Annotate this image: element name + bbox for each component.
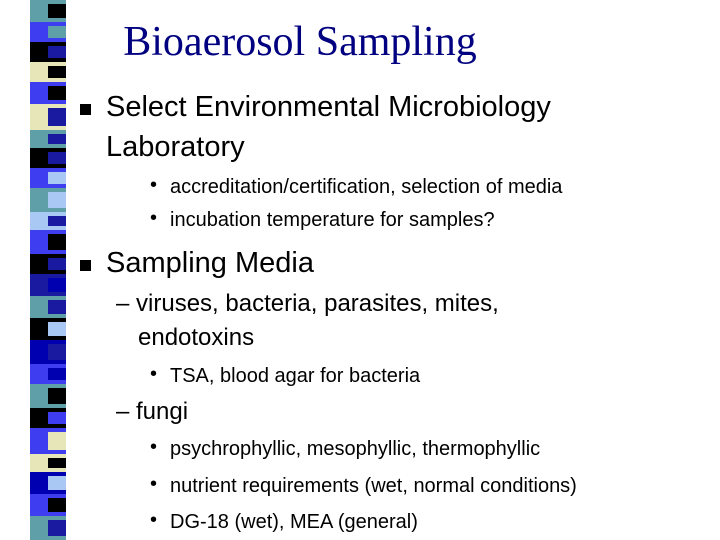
stripe-block <box>48 300 66 314</box>
stripe-block <box>48 458 66 468</box>
bullet-2-sub-1-line-1: – viruses, bacteria, parasites, mites, <box>116 290 499 317</box>
stripe-block <box>48 152 66 164</box>
bullet-2-sub-2-bullet-1: psychrophyllic, mesophyllic, thermophyllic <box>170 438 541 460</box>
bullet-2-sub-1-bullet-1: TSA, blood agar for bacteria <box>170 365 421 387</box>
stripe-block <box>48 322 66 336</box>
bullet-2-sub-2-line-1: – fungi <box>116 398 189 425</box>
sub-bullet-dot-icon: • <box>150 207 158 229</box>
stripe-block <box>48 368 66 380</box>
bullet-square-icon <box>80 104 91 115</box>
stripe-block <box>48 412 66 424</box>
stripe-block <box>48 4 66 18</box>
stripe-block <box>48 258 66 270</box>
stripe-block <box>48 388 66 404</box>
bullet-2-sub-2-bullet-2: nutrient requirements (wet, normal conditions) <box>170 475 577 497</box>
sub-bullet-dot-icon: • <box>150 436 158 458</box>
bullet-2-text: Sampling Media <box>106 247 314 279</box>
bullet-2-sub-2-bullet-3: DG-18 (wet), MEA (general) <box>170 511 418 533</box>
sub-bullet-dot-icon: • <box>150 363 158 385</box>
stripe-block <box>48 172 66 184</box>
stripe-block <box>48 86 66 100</box>
bullet-1-sub-2: incubation temperature for samples? <box>170 209 495 231</box>
slide-title <box>0 18 600 66</box>
stripe-block <box>48 108 66 126</box>
stripe-block <box>48 192 66 208</box>
sub-bullet-dot-icon: • <box>150 509 158 531</box>
sub-bullet-dot-icon: • <box>150 174 158 196</box>
stripe-block <box>48 344 66 360</box>
bullet-square-icon <box>80 260 91 271</box>
bullet-1-line-2: Laboratory <box>106 131 245 163</box>
bullet-2-sub-1-line-2: endotoxins <box>138 324 255 351</box>
sub-bullet-dot-icon: • <box>150 473 158 495</box>
stripe-block <box>48 432 66 450</box>
stripe-block <box>48 134 66 144</box>
slide-title-text: Bioaerosol Sampling <box>123 19 477 65</box>
stripe-block <box>48 476 66 490</box>
stripe-block <box>48 234 66 250</box>
bullet-1-line-1: Select Environmental Microbiology <box>106 91 551 123</box>
stripe-block <box>48 278 66 292</box>
bullet-1-sub-1: accreditation/certification, selection of media <box>170 176 563 198</box>
stripe-block <box>48 520 66 536</box>
stripe-block <box>48 498 66 512</box>
stripe-block <box>48 216 66 226</box>
left-decorative-stripe <box>0 0 72 540</box>
stripe-block <box>48 66 66 78</box>
